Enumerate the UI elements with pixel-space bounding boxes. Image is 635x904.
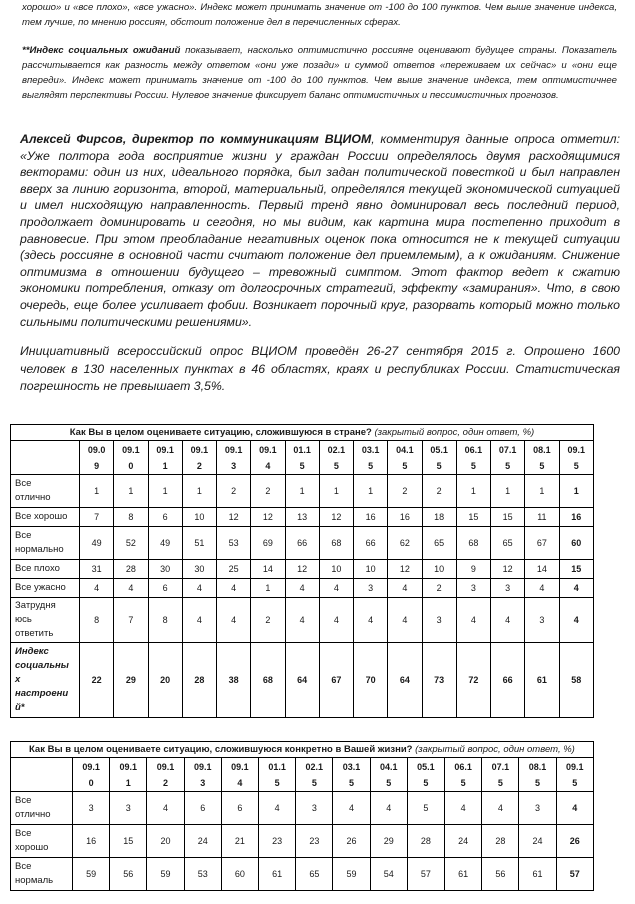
value-cell: 4 bbox=[491, 598, 525, 643]
value-cell: 1 bbox=[559, 475, 593, 508]
row-label-part: отлично bbox=[15, 809, 51, 820]
date-header-cell bbox=[456, 441, 490, 475]
value-cell: 8 bbox=[148, 598, 182, 643]
value-cell: 10 bbox=[182, 508, 216, 527]
header-row bbox=[11, 441, 594, 475]
value-cell: 4 bbox=[182, 598, 216, 643]
row-label-part: юсь bbox=[15, 614, 32, 625]
methodology-text: Инициативный всероссийский опрос ВЦИОМ проведён 26-27 сентября 2015 г. Опрошено 1600 человек в 130 населенных пунктах в 46 областях, краях и республиках России. Статистическая погрешность не превышает 3,5%. bbox=[20, 344, 620, 393]
value-cell: 61 bbox=[259, 858, 296, 891]
value-cell: 3 bbox=[456, 579, 490, 598]
expert-quote bbox=[20, 131, 620, 330]
value-cell: 29 bbox=[114, 643, 148, 718]
survey-methodology bbox=[20, 343, 620, 396]
value-cell: 10 bbox=[319, 560, 353, 579]
value-cell: 6 bbox=[148, 508, 182, 527]
table-row bbox=[11, 643, 594, 718]
value-cell: 57 bbox=[407, 858, 444, 891]
date-header-cell bbox=[285, 441, 319, 475]
value-cell: 4 bbox=[559, 579, 593, 598]
date-header-part: 5 bbox=[505, 460, 511, 471]
value-cell: 59 bbox=[147, 858, 184, 891]
value-cell: 1 bbox=[182, 475, 216, 508]
date-header-part: 07.1 bbox=[491, 761, 510, 772]
value-cell: 9 bbox=[456, 560, 490, 579]
value-cell: 68 bbox=[319, 527, 353, 560]
date-header-part: 09.1 bbox=[156, 444, 174, 455]
note-social-expectations bbox=[22, 43, 617, 103]
date-header-part: 5 bbox=[539, 460, 545, 471]
value-cell: 4 bbox=[445, 792, 482, 825]
value-cell: 16 bbox=[559, 508, 593, 527]
header-corner-cell bbox=[11, 758, 73, 792]
value-cell: 1 bbox=[456, 475, 490, 508]
value-cell: 6 bbox=[148, 579, 182, 598]
row-label-cell bbox=[11, 527, 80, 560]
value-cell: 12 bbox=[285, 560, 319, 579]
date-header-cell bbox=[80, 441, 114, 475]
value-cell: 4 bbox=[525, 579, 559, 598]
date-header-part: 09.0 bbox=[87, 444, 106, 455]
row-label-part: Все bbox=[15, 828, 32, 839]
value-cell: 20 bbox=[148, 643, 182, 718]
row-label-cell bbox=[11, 598, 80, 643]
date-header-cell bbox=[251, 441, 285, 475]
note-sector-index-text: хорошо» и «все плохо», «все ужасно». Индекс может принимать значение от -100 до 100 пунктов. Чем выше значение индекса, тем лучше, по мнению россиян, обстоит положение дел в перечисленных сферах. bbox=[22, 2, 617, 28]
value-cell: 11 bbox=[525, 508, 559, 527]
note-sector-index bbox=[22, 0, 617, 30]
date-header-cell bbox=[182, 441, 216, 475]
date-header-cell bbox=[217, 441, 251, 475]
date-header-part: 04.1 bbox=[379, 761, 398, 772]
value-cell: 53 bbox=[184, 858, 221, 891]
value-cell: 12 bbox=[217, 508, 251, 527]
value-cell: 2 bbox=[422, 579, 456, 598]
table-row bbox=[11, 508, 594, 527]
value-cell: 22 bbox=[80, 643, 114, 718]
row-label-part: ответить bbox=[15, 628, 54, 639]
table-row bbox=[11, 858, 594, 891]
date-header-cell bbox=[370, 758, 407, 792]
date-header-part: 02.1 bbox=[327, 444, 346, 455]
date-header-part: 09.1 bbox=[566, 761, 584, 772]
row-label-part: настроени bbox=[15, 688, 69, 699]
value-cell: 1 bbox=[354, 475, 388, 508]
date-header-part: 03.1 bbox=[361, 444, 380, 455]
value-cell: 3 bbox=[110, 792, 147, 825]
row-label-part: социальны bbox=[15, 660, 69, 671]
row-label-cell bbox=[11, 643, 80, 718]
value-cell: 2 bbox=[422, 475, 456, 508]
value-cell: 20 bbox=[147, 825, 184, 858]
date-header-part: 4 bbox=[265, 460, 271, 471]
value-cell: 4 bbox=[388, 579, 422, 598]
date-header-cell bbox=[148, 441, 182, 475]
date-header-part: 09.1 bbox=[259, 444, 277, 455]
table-personal-note: (закрытый вопрос, один ответ, %) bbox=[412, 744, 575, 755]
date-header-part: 09.1 bbox=[567, 444, 585, 455]
value-cell: 7 bbox=[114, 598, 148, 643]
header-row bbox=[11, 758, 594, 792]
value-cell: 4 bbox=[217, 579, 251, 598]
date-header-part: 09.1 bbox=[119, 761, 138, 772]
date-header-part: 1 bbox=[125, 777, 131, 788]
date-header-cell bbox=[110, 758, 147, 792]
date-header-cell bbox=[147, 758, 184, 792]
value-cell: 28 bbox=[114, 560, 148, 579]
date-header-cell bbox=[354, 441, 388, 475]
row-label-part: Индекс bbox=[15, 646, 49, 657]
row-label-part: нормаль bbox=[15, 875, 54, 886]
value-cell: 4 bbox=[217, 598, 251, 643]
value-cell: 52 bbox=[114, 527, 148, 560]
value-cell: 1 bbox=[80, 475, 114, 508]
date-header-part: 3 bbox=[231, 460, 237, 471]
value-cell: 4 bbox=[456, 598, 490, 643]
row-label-part: отлично bbox=[15, 492, 51, 503]
table-row bbox=[11, 527, 594, 560]
date-header-cell bbox=[422, 441, 456, 475]
value-cell: 13 bbox=[285, 508, 319, 527]
date-header-part: 5 bbox=[470, 460, 476, 471]
value-cell: 1 bbox=[319, 475, 353, 508]
value-cell: 30 bbox=[182, 560, 216, 579]
value-cell: 4 bbox=[147, 792, 184, 825]
date-header-cell bbox=[259, 758, 296, 792]
value-cell: 16 bbox=[354, 508, 388, 527]
value-cell: 28 bbox=[482, 825, 519, 858]
date-header-cell bbox=[407, 758, 444, 792]
row-label-part: Все хорошо bbox=[15, 511, 68, 522]
value-cell: 61 bbox=[525, 643, 559, 718]
value-cell: 8 bbox=[80, 598, 114, 643]
date-header-cell bbox=[319, 441, 353, 475]
row-label-part: Все bbox=[15, 530, 32, 541]
value-cell: 21 bbox=[221, 825, 258, 858]
date-header-part: 5 bbox=[535, 777, 541, 788]
value-cell: 38 bbox=[217, 643, 251, 718]
row-label-cell bbox=[11, 508, 80, 527]
value-cell: 70 bbox=[354, 643, 388, 718]
value-cell: 68 bbox=[251, 643, 285, 718]
note-social-text: показывает, насколько оптимистично россияне оценивают будущее страны. Показатель рассчитывается как разность между ответом «они уже позади» и суммой ответов «переживаем их сейчас» и «они еще впереди». Индекс может принимать значение от -100 до 100 пунктов. Чем выше значение индекса, тем оптимистичнее выглядят перспективы России. Нулевое значение фиксирует баланс оптимистичных и пессимистичных прогнозов. bbox=[22, 45, 617, 101]
row-label-part: й* bbox=[15, 702, 25, 713]
value-cell: 4 bbox=[388, 598, 422, 643]
value-cell: 49 bbox=[80, 527, 114, 560]
row-label-cell bbox=[11, 560, 80, 579]
value-cell: 4 bbox=[285, 598, 319, 643]
value-cell: 62 bbox=[388, 527, 422, 560]
value-cell: 24 bbox=[184, 825, 221, 858]
value-cell: 30 bbox=[148, 560, 182, 579]
value-cell: 1 bbox=[285, 475, 319, 508]
date-header-part: 0 bbox=[88, 777, 94, 788]
value-cell: 4 bbox=[333, 792, 370, 825]
date-header-part: 5 bbox=[333, 460, 339, 471]
date-header-cell bbox=[556, 758, 593, 792]
value-cell: 7 bbox=[80, 508, 114, 527]
date-header-part: 2 bbox=[196, 460, 202, 471]
value-cell: 29 bbox=[370, 825, 407, 858]
value-cell: 60 bbox=[559, 527, 593, 560]
value-cell: 10 bbox=[422, 560, 456, 579]
value-cell: 15 bbox=[491, 508, 525, 527]
value-cell: 67 bbox=[319, 643, 353, 718]
date-header-part: 09.1 bbox=[224, 444, 243, 455]
date-header-cell bbox=[559, 441, 593, 475]
table-country-title: Как Вы в целом оцениваете ситуацию, сложившуюся в стране? bbox=[69, 427, 372, 438]
value-cell: 23 bbox=[296, 825, 333, 858]
value-cell: 12 bbox=[251, 508, 285, 527]
value-cell: 1 bbox=[251, 579, 285, 598]
date-header-part: 1 bbox=[162, 460, 168, 471]
value-cell: 12 bbox=[388, 560, 422, 579]
row-label-part: х bbox=[15, 674, 21, 685]
value-cell: 4 bbox=[482, 792, 519, 825]
value-cell: 3 bbox=[525, 598, 559, 643]
value-cell: 67 bbox=[525, 527, 559, 560]
date-header-part: 09.1 bbox=[122, 444, 140, 455]
row-label-part: Все bbox=[15, 478, 32, 489]
value-cell: 8 bbox=[114, 508, 148, 527]
date-header-part: 04.1 bbox=[396, 444, 414, 455]
value-cell: 61 bbox=[519, 858, 556, 891]
value-cell: 53 bbox=[217, 527, 251, 560]
value-cell: 6 bbox=[184, 792, 221, 825]
date-header-cell bbox=[519, 758, 556, 792]
value-cell: 12 bbox=[319, 508, 353, 527]
date-header-cell bbox=[525, 441, 559, 475]
date-header-cell bbox=[388, 441, 422, 475]
value-cell: 57 bbox=[556, 858, 593, 891]
value-cell: 4 bbox=[114, 579, 148, 598]
row-label-part: хорошо bbox=[15, 842, 49, 853]
value-cell: 4 bbox=[285, 579, 319, 598]
table-personal-situation bbox=[10, 741, 594, 891]
date-header-part: 5 bbox=[423, 777, 429, 788]
date-header-part: 4 bbox=[237, 777, 243, 788]
value-cell: 59 bbox=[73, 858, 110, 891]
table-country-caption bbox=[11, 425, 594, 441]
date-header-part: 09.1 bbox=[156, 761, 175, 772]
row-label-cell bbox=[11, 825, 73, 858]
value-cell: 1 bbox=[114, 475, 148, 508]
value-cell: 23 bbox=[259, 825, 296, 858]
row-label-part: Все bbox=[15, 795, 32, 806]
value-cell: 6 bbox=[221, 792, 258, 825]
date-header-part: 09.1 bbox=[190, 444, 209, 455]
date-header-part: 05.1 bbox=[417, 761, 435, 772]
date-header-part: 09.1 bbox=[82, 761, 100, 772]
value-cell: 1 bbox=[148, 475, 182, 508]
value-cell: 25 bbox=[217, 560, 251, 579]
date-header-cell bbox=[221, 758, 258, 792]
value-cell: 4 bbox=[559, 598, 593, 643]
value-cell: 4 bbox=[319, 598, 353, 643]
value-cell: 66 bbox=[285, 527, 319, 560]
value-cell: 4 bbox=[556, 792, 593, 825]
row-label-part: нормально bbox=[15, 544, 64, 555]
table-personal-caption bbox=[11, 742, 594, 758]
date-header-part: 5 bbox=[349, 777, 355, 788]
quote-author: Алексей Фирсов, директор по коммуникациям ВЦИОМ bbox=[20, 132, 372, 146]
date-header-part: 08.1 bbox=[528, 761, 547, 772]
date-header-cell bbox=[333, 758, 370, 792]
value-cell: 1 bbox=[525, 475, 559, 508]
value-cell: 51 bbox=[182, 527, 216, 560]
row-label-cell bbox=[11, 475, 80, 508]
value-cell: 65 bbox=[422, 527, 456, 560]
value-cell: 26 bbox=[556, 825, 593, 858]
row-label-part: Все bbox=[15, 861, 32, 872]
date-header-cell bbox=[491, 441, 525, 475]
date-header-part: 05.1 bbox=[430, 444, 448, 455]
date-header-part: 5 bbox=[460, 777, 466, 788]
value-cell: 2 bbox=[251, 475, 285, 508]
date-header-cell bbox=[184, 758, 221, 792]
date-header-part: 02.1 bbox=[305, 761, 324, 772]
date-header-part: 5 bbox=[299, 460, 305, 471]
value-cell: 24 bbox=[519, 825, 556, 858]
date-header-part: 0 bbox=[128, 460, 134, 471]
value-cell: 4 bbox=[182, 579, 216, 598]
value-cell: 16 bbox=[73, 825, 110, 858]
value-cell: 14 bbox=[251, 560, 285, 579]
value-cell: 14 bbox=[525, 560, 559, 579]
header-corner-cell bbox=[11, 441, 80, 475]
value-cell: 3 bbox=[73, 792, 110, 825]
date-header-part: 08.1 bbox=[533, 444, 551, 455]
date-header-part: 5 bbox=[368, 460, 374, 471]
value-cell: 10 bbox=[354, 560, 388, 579]
table-row bbox=[11, 579, 594, 598]
value-cell: 12 bbox=[491, 560, 525, 579]
date-header-cell bbox=[114, 441, 148, 475]
row-label-cell bbox=[11, 858, 73, 891]
value-cell: 15 bbox=[456, 508, 490, 527]
note-social-lead: **Индекс социальных ожиданий bbox=[22, 45, 181, 56]
date-header-part: 5 bbox=[436, 460, 442, 471]
date-header-part: 5 bbox=[572, 777, 578, 788]
row-label-cell bbox=[11, 579, 80, 598]
value-cell: 5 bbox=[407, 792, 444, 825]
value-cell: 3 bbox=[422, 598, 456, 643]
date-header-part: 9 bbox=[94, 460, 100, 471]
quote-text: , комментируя данные опроса отметил: «Уже полтора года восприятие жизни у граждан России определялось двумя расходящимися векторами: один из них, идеального порядка, был задан политической повесткой и был направлен вверх за линию горизонта, второй, материальный, определялся текущей экономической ситуацией и имел нисходящую направленность. Первый тренд явно доминировал весь последний период, продолжает доминировать и сегодня, но мы видим, как картина мира постепенно приходит в равновесие. При этом преобладание негативных оценок пока относится не к текущей ситуации (здесь россияне в основной части считают положение дел приемлемым), а к ожиданиям. Снижение оптимизма в отношении будущего – тревожный симптом. Этот фактор ведет к сжатию экономики потребления, отказу от долгосрочных стратегий, эффекту «замирания». Что, в свою очередь, еще более усиливает фобии. Возникает порочный круг, разорвать который можно только сильными политическими решениями». bbox=[20, 132, 620, 329]
value-cell: 54 bbox=[370, 858, 407, 891]
value-cell: 66 bbox=[491, 643, 525, 718]
row-label-cell bbox=[11, 792, 73, 825]
date-header-cell bbox=[482, 758, 519, 792]
value-cell: 58 bbox=[559, 643, 593, 718]
table-country-note: (закрытый вопрос, один ответ, %) bbox=[371, 427, 535, 438]
value-cell: 49 bbox=[148, 527, 182, 560]
row-label-part: Затрудня bbox=[15, 600, 56, 611]
table-row bbox=[11, 560, 594, 579]
value-cell: 2 bbox=[251, 598, 285, 643]
date-header-part: 01.1 bbox=[268, 761, 286, 772]
date-header-cell bbox=[445, 758, 482, 792]
table-country-situation bbox=[10, 424, 594, 718]
value-cell: 68 bbox=[456, 527, 490, 560]
value-cell: 66 bbox=[354, 527, 388, 560]
value-cell: 69 bbox=[251, 527, 285, 560]
table-row bbox=[11, 598, 594, 643]
date-header-part: 5 bbox=[311, 777, 317, 788]
date-header-part: 5 bbox=[402, 460, 408, 471]
value-cell: 3 bbox=[491, 579, 525, 598]
row-label-part: Все плохо bbox=[15, 563, 60, 574]
value-cell: 65 bbox=[491, 527, 525, 560]
value-cell: 3 bbox=[296, 792, 333, 825]
value-cell: 64 bbox=[388, 643, 422, 718]
value-cell: 24 bbox=[445, 825, 482, 858]
table-row bbox=[11, 825, 594, 858]
value-cell: 28 bbox=[407, 825, 444, 858]
date-header-cell bbox=[73, 758, 110, 792]
value-cell: 56 bbox=[110, 858, 147, 891]
date-header-part: 07.1 bbox=[498, 444, 517, 455]
value-cell: 72 bbox=[456, 643, 490, 718]
value-cell: 1 bbox=[491, 475, 525, 508]
value-cell: 18 bbox=[422, 508, 456, 527]
value-cell: 2 bbox=[217, 475, 251, 508]
value-cell: 15 bbox=[559, 560, 593, 579]
value-cell: 73 bbox=[422, 643, 456, 718]
value-cell: 15 bbox=[110, 825, 147, 858]
table-row bbox=[11, 792, 594, 825]
value-cell: 4 bbox=[370, 792, 407, 825]
value-cell: 64 bbox=[285, 643, 319, 718]
value-cell: 59 bbox=[333, 858, 370, 891]
date-header-part: 3 bbox=[200, 777, 206, 788]
value-cell: 4 bbox=[354, 598, 388, 643]
value-cell: 60 bbox=[221, 858, 258, 891]
value-cell: 3 bbox=[354, 579, 388, 598]
date-header-part: 2 bbox=[163, 777, 169, 788]
date-header-part: 01.1 bbox=[293, 444, 311, 455]
date-header-cell bbox=[296, 758, 333, 792]
value-cell: 4 bbox=[319, 579, 353, 598]
value-cell: 16 bbox=[388, 508, 422, 527]
date-header-part: 5 bbox=[497, 777, 503, 788]
value-cell: 65 bbox=[296, 858, 333, 891]
date-header-part: 09.1 bbox=[193, 761, 212, 772]
table-row bbox=[11, 475, 594, 508]
date-header-part: 5 bbox=[386, 777, 392, 788]
value-cell: 61 bbox=[445, 858, 482, 891]
value-cell: 3 bbox=[519, 792, 556, 825]
date-header-part: 03.1 bbox=[342, 761, 361, 772]
row-label-part: Все ужасно bbox=[15, 582, 66, 593]
date-header-part: 09.1 bbox=[231, 761, 249, 772]
value-cell: 26 bbox=[333, 825, 370, 858]
value-cell: 28 bbox=[182, 643, 216, 718]
date-header-part: 5 bbox=[573, 460, 579, 471]
date-header-part: 06.1 bbox=[464, 444, 483, 455]
value-cell: 31 bbox=[80, 560, 114, 579]
value-cell: 4 bbox=[80, 579, 114, 598]
value-cell: 4 bbox=[259, 792, 296, 825]
table-personal-title: Как Вы в целом оцениваете ситуацию, сложившуюся конкретно в Вашей жизни? bbox=[29, 744, 413, 755]
date-header-part: 5 bbox=[274, 777, 280, 788]
value-cell: 2 bbox=[388, 475, 422, 508]
value-cell: 56 bbox=[482, 858, 519, 891]
date-header-part: 06.1 bbox=[454, 761, 472, 772]
